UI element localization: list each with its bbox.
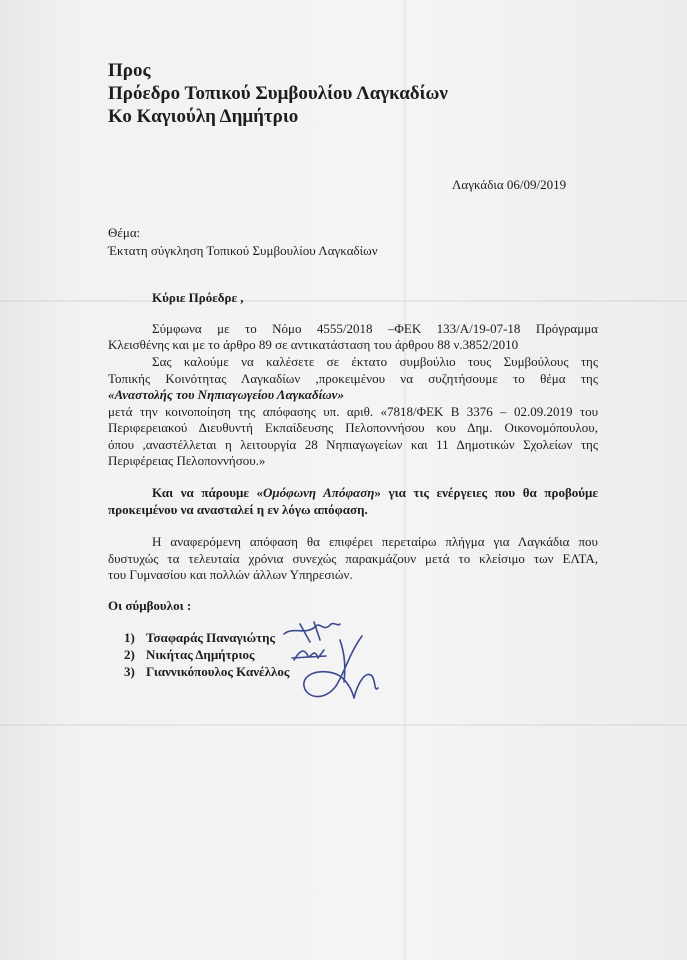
signatory-item: 1) Τσαφαράς Παναγιώτης: [124, 630, 276, 645]
subject-label: Θέμα:: [108, 225, 141, 240]
body-line: Κλεισθένης και με το άρθρο 89 σε αντικατάσταση του άρθρου 88 ν.3852/2010: [108, 337, 519, 352]
body-line: Σας καλούμε να καλέσετε σε έκτατο συμβούλιο τους Συμβούλους της: [152, 354, 598, 369]
recipient-line-2: Πρόεδρο Τοπικού Συμβουλίου Λαγκαδίων: [108, 83, 448, 104]
decision-line: προκειμένου να ανασταλεί η εν λόγω απόφαση.: [108, 502, 368, 517]
body-line: Η αναφερόμενη απόφαση θα επιφέρει περεταίρω πλήγμα για Λαγκάδια που: [152, 534, 598, 549]
signature-1: [284, 624, 340, 634]
salutation: Κύριε Πρόεδρε ,: [152, 290, 244, 305]
fold-line: [0, 724, 687, 726]
body-line: μετά την κοινοποίηση της απόφασης υπ. αριθ. «7818/ΦΕΚ Β 3376 – 02.09.2019 του: [108, 404, 598, 419]
fold-line: [0, 300, 687, 302]
decision-line: Και να πάρουμε «Ομόφωνη Απόφαση» για τις ενέργειες που θα προβούμε: [152, 485, 598, 500]
letter-date: Λαγκάδια 06/09/2019: [452, 177, 567, 192]
topic-title: «Αναστολής του Νηπιαγωγείου Λαγκαδίων»: [108, 387, 344, 402]
subject-text: Έκτατη σύγκληση Τοπικού Συμβουλίου Λαγκαδίων: [108, 243, 378, 258]
body-line: Τοπικής Κοινότητας Λαγκαδίων ,προκειμένου να συζητήσουμε το θέμα της: [108, 371, 598, 386]
body-line: δυστυχώς τα τελευταία χρόνια συνεχώς παρακμάζουν μετά το κλείσιμο των ΕΛΤΑ,: [108, 551, 598, 566]
signatory-item: 3) Γιαννικόπουλος Κανέλλος: [124, 664, 290, 679]
body-line: του Γυμνασίου και πολλών άλλων Υπηρεσιών.: [108, 567, 353, 582]
body-line: όπου ,αναστέλλεται η λειτουργία 28 Νηπιαγωγείων και 11 Δημοτικών Σχολείων της: [108, 437, 598, 452]
body-line: Περιφερειακού Διευθυντή Εκπαίδευσης Πελοποννήσου κου Δημ. Οικονομόπουλου,: [108, 420, 598, 435]
signature-2: [294, 650, 324, 660]
body-line: Περιφέρειας Πελοποννήσου.»: [108, 453, 266, 468]
body-line: Σύμφωνα με το Νόμο 4555/2018 –ΦΕΚ 133/Α/19-07-18 Πρόγραμμα: [152, 321, 598, 336]
signatory-item: 2) Νικήτας Δημήτριος: [124, 647, 255, 662]
recipient-line-1: Προς: [108, 60, 151, 81]
handwritten-signatures: [280, 612, 390, 707]
signatories-title: Οι σύμβουλοι :: [108, 598, 192, 613]
fold-line: [404, 0, 406, 960]
decision-emphasis: Ομόφωνη Απόφαση: [263, 485, 375, 500]
recipient-line-3: Κο Καγιούλη Δημήτριο: [108, 106, 299, 127]
